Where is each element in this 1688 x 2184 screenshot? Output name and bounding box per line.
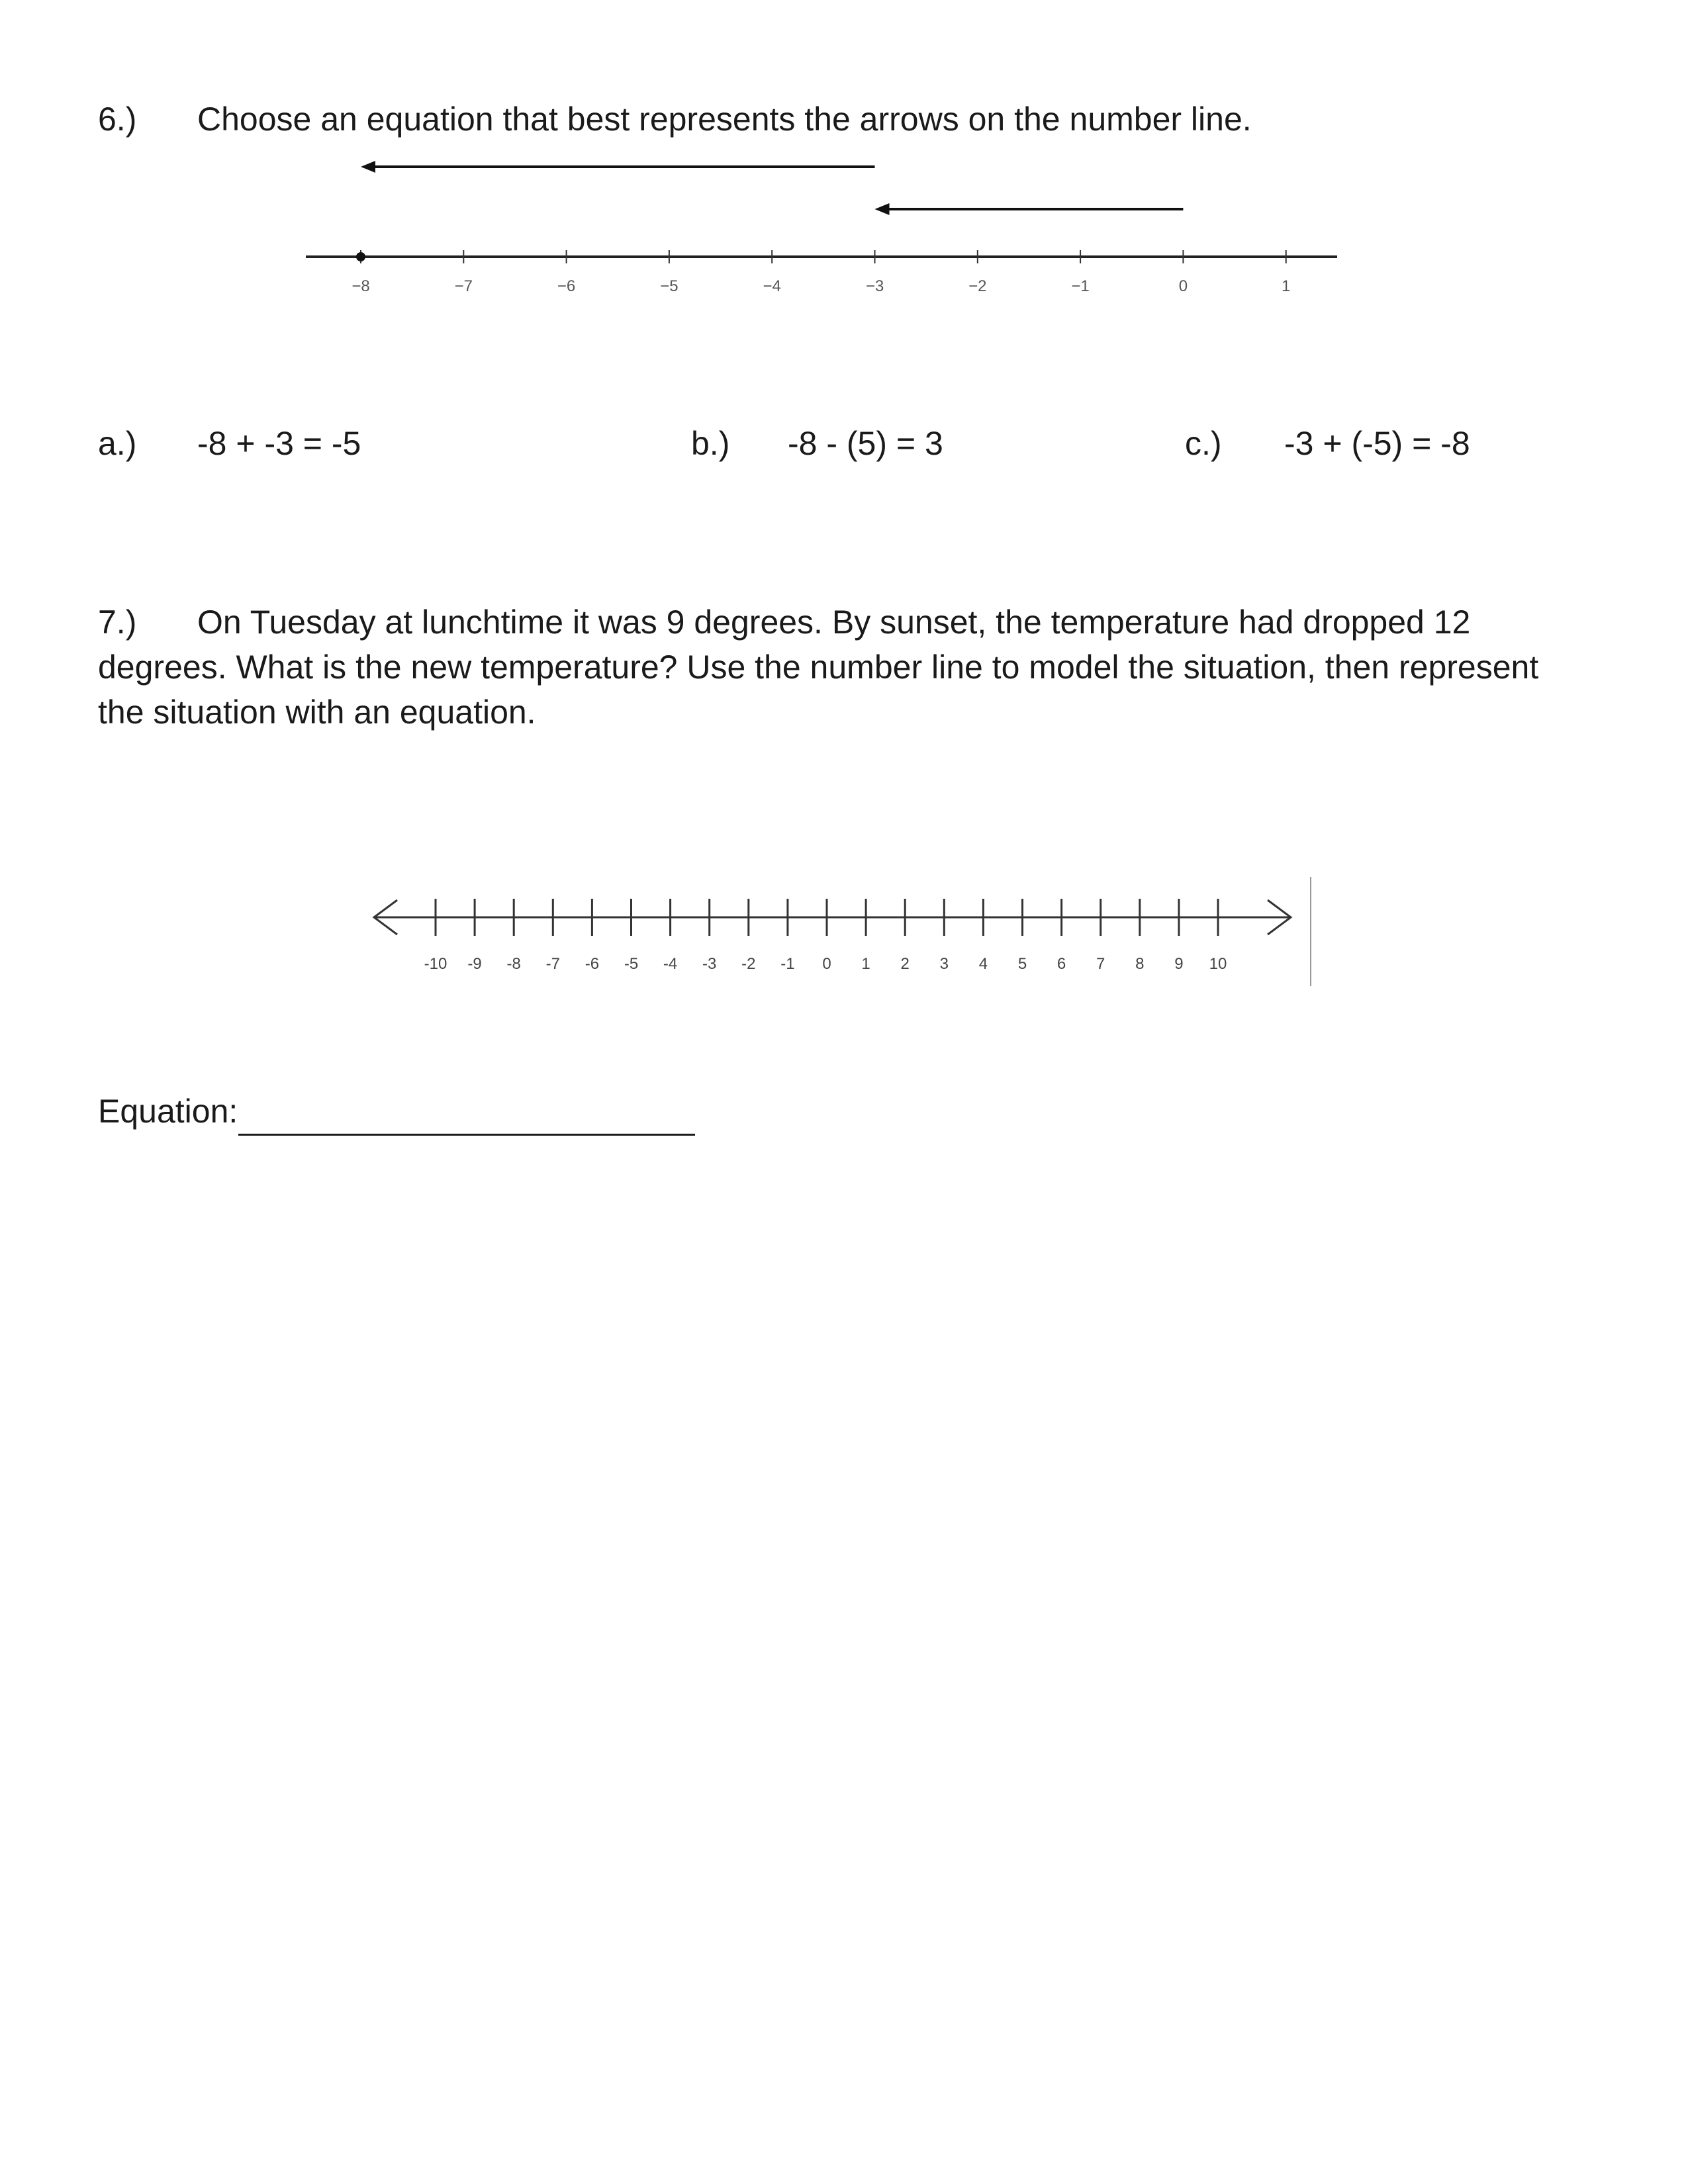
- option-a-equation[interactable]: -8 + -3 = -5: [197, 425, 361, 462]
- tick-label: -6: [585, 955, 600, 973]
- option-a-label: a.): [98, 425, 137, 462]
- tick-label: −8: [352, 277, 370, 295]
- tick-label: -1: [780, 955, 795, 973]
- option-c-equation[interactable]: -3 + (-5) = -8: [1284, 425, 1470, 462]
- tick-label: −6: [557, 277, 576, 295]
- question-6-number: 6.): [98, 101, 137, 138]
- tick-label: −1: [1071, 277, 1090, 295]
- tick-label: 3: [939, 955, 949, 973]
- tick-label: -3: [702, 955, 717, 973]
- tick-label: 0: [822, 955, 831, 973]
- tick-label: -5: [624, 955, 639, 973]
- tick-label: 7: [1096, 955, 1105, 973]
- equation-answer-line[interactable]: [238, 1099, 695, 1136]
- question-6-prompt: Choose an equation that best represents the arrows on the number line.: [197, 101, 1252, 138]
- tick-label: 9: [1174, 955, 1184, 973]
- tick-label: 8: [1135, 955, 1145, 973]
- tick-label: -4: [663, 955, 678, 973]
- option-c-label: c.): [1185, 425, 1222, 462]
- tick-label: 10: [1209, 955, 1227, 973]
- tick-label: −4: [763, 277, 781, 295]
- tick-label: -9: [467, 955, 482, 973]
- tick-label: 2: [900, 955, 910, 973]
- tick-label: −7: [454, 277, 473, 295]
- tick-label: 5: [1017, 955, 1027, 973]
- tick-label: -10: [424, 955, 447, 973]
- option-b-label: b.): [691, 425, 730, 462]
- tick-label: -8: [506, 955, 521, 973]
- equation-label: Equation:: [98, 1093, 238, 1130]
- tick-label: -7: [545, 955, 560, 973]
- option-b-equation[interactable]: -8 - (5) = 3: [788, 425, 943, 462]
- tick-label: -2: [741, 955, 756, 973]
- tick-label: 6: [1056, 955, 1066, 973]
- tick-label: −3: [865, 277, 884, 295]
- question-7-prompt: On Tuesday at lunchtime it was 9 degrees. By sunset, the temperature had dropped 12 degrees. What is the new temperature? Use the number line to model the situation, then represent the situation with an equation.: [98, 604, 1539, 731]
- tick-label: 1: [861, 955, 870, 973]
- tick-label: 1: [1282, 277, 1291, 295]
- tick-label: 4: [978, 955, 988, 973]
- tick-label: −2: [968, 277, 987, 295]
- tick-label: −5: [660, 277, 679, 295]
- tick-label: 0: [1178, 277, 1188, 295]
- question-7-number: 7.): [98, 604, 137, 641]
